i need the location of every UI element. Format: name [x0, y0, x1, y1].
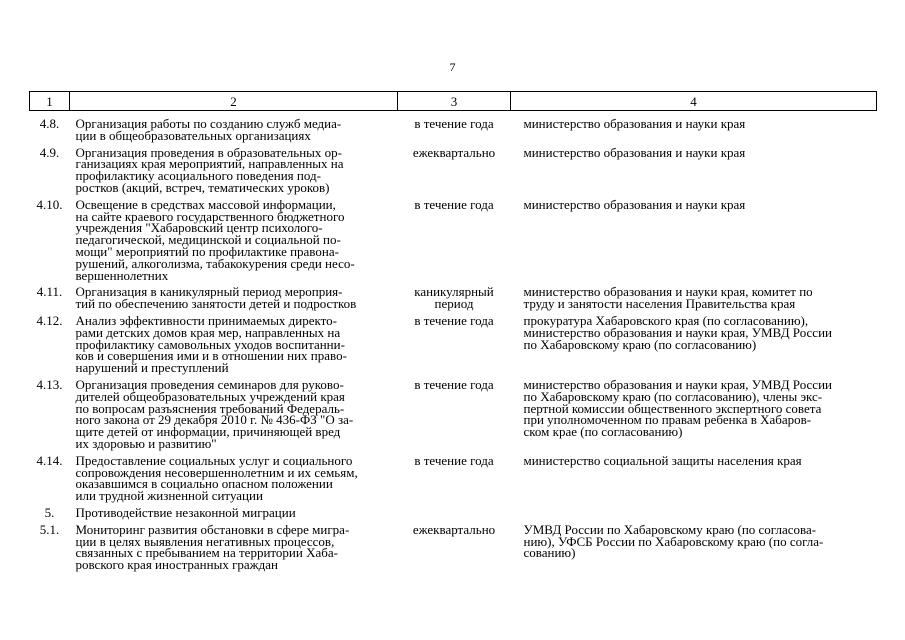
activity-responsible-line: министерство образования и науки края — [523, 196, 746, 212]
activity-responsible-line: ском крае (по согласованию) — [523, 424, 683, 440]
activity-responsible-line: по Хабаровскому краю (по согласованию), члены экс- — [523, 388, 823, 404]
activity-responsible-line: нию), УФСБ России по Хабаровскому краю (по согла- — [523, 533, 824, 549]
activity-responsible-line: УМВД России по Хабаровскому краю (по согласова- — [523, 521, 817, 537]
activity-term — [398, 286, 511, 315]
activity-name-line: связанных с пребыванием на территории Хаба- — [75, 545, 338, 561]
activity-name-line: Анализ эффективности принимаемых директо- — [75, 312, 338, 328]
table-row — [30, 147, 877, 199]
activity-name — [70, 312, 398, 379]
row-number: 4.9. — [39, 144, 60, 160]
activity-name-line: ков и совершения ими и в отношении них право- — [75, 348, 347, 364]
activity-name — [70, 286, 398, 315]
activity-name-line: на сайте краевого государственного бюджетного — [75, 208, 345, 224]
activity-name-line: ростков (акций, встреч, тематических уроков) — [75, 179, 330, 195]
activity-term — [398, 521, 511, 576]
activity-responsible-line: министерство образования и науки края — [523, 144, 746, 160]
activity-responsible-line: труду и занятости населения Правительства края — [523, 296, 796, 312]
activity-name-line: Организация проведения семинаров для руково- — [75, 376, 344, 392]
activity-responsible — [511, 196, 877, 287]
table-row — [30, 199, 877, 287]
row-number: 4.8. — [39, 116, 60, 131]
activity-name-line: оказавшимся в социально опасном положении — [75, 476, 333, 492]
activity-responsible-line: сованию) — [523, 545, 576, 561]
activity-name-line: нарушений и преступлений — [75, 360, 229, 376]
activity-name — [70, 376, 398, 455]
row-number: 5. — [44, 504, 55, 520]
activity-name-line: учреждения "Хабаровский центр психолого- — [75, 220, 323, 236]
table-row — [30, 111, 877, 147]
table-row — [30, 315, 877, 379]
row-number: 4.14. — [36, 452, 63, 468]
activity-name-line: тий по обеспечению занятости детей и подростков — [75, 296, 357, 312]
activity-responsible-line: пертной комиссии общественного экспертного совета — [523, 400, 822, 416]
activity-term-line: каникулярный — [414, 284, 494, 300]
table-body — [30, 111, 877, 576]
header-col-4: 4 — [511, 92, 877, 111]
activity-name-line: вершеннолетних — [75, 267, 169, 283]
activity-term-line: в течение года — [414, 196, 494, 212]
activity-name-line: дителей общеобразовательных учреждений края — [75, 388, 345, 404]
activity-responsible-line: прокуратура Хабаровского края (по согласованию), — [523, 312, 809, 328]
activity-name — [70, 144, 398, 199]
row-number: 4.11. — [36, 284, 63, 300]
activity-name-line: профилактику асоциального поведения под- — [75, 168, 321, 184]
activity-name-line: щите детей от информации, причиняющей вред — [75, 424, 341, 440]
table-row — [30, 286, 877, 315]
header-row — [30, 92, 877, 111]
activity-name-line: Организация работы по созданию служб медиа- — [75, 116, 342, 131]
activity-responsible — [511, 286, 877, 315]
activity-responsible — [511, 144, 877, 199]
activity-name-line: ровского края иностранных граждан — [75, 557, 279, 573]
activity-term-line: в течение года — [414, 376, 494, 392]
activity-responsible-line: при уполномоченном по правам ребенка в Хабаров- — [523, 412, 812, 428]
activity-name-line: по вопросам разъяснения требований Федераль- — [75, 400, 345, 416]
activity-name — [70, 196, 398, 287]
table-header — [30, 92, 877, 111]
activity-term — [398, 376, 511, 455]
activity-name-line: их здоровью и развитию" — [75, 435, 217, 451]
activity-term-line: ежеквартально — [412, 144, 496, 160]
header-col-3: 3 — [398, 92, 511, 111]
activity-name-line: Организация в каникулярный период мероприя- — [75, 284, 343, 300]
header-col-2: 2 — [70, 92, 398, 111]
activity-term-line: в течение года — [414, 312, 494, 328]
activity-name-line: профилактику самовольных уходов воспитанни- — [75, 336, 345, 352]
activity-term — [398, 312, 511, 379]
activity-name-line: Противодействие незаконной миграции — [75, 504, 296, 520]
activity-name-line: рами детских домов края мер, направленных на — [75, 324, 341, 340]
activity-name-line: рушений, алкоголизма, табакокурения среди несо- — [75, 255, 355, 271]
row-number: 4.10. — [36, 196, 63, 212]
activity-responsible-line: министерство образования и науки края, комитет по — [523, 284, 813, 300]
activity-name-line: сопровождения несовершеннолетним и их семьям, — [75, 464, 358, 480]
activity-responsible — [511, 452, 877, 507]
activity-name-line: Мониторинг развития обстановки в сфере мигра- — [75, 521, 350, 537]
activity-responsible-line: министерство образования и науки края, УМВД России — [523, 376, 832, 392]
activity-responsible — [511, 376, 877, 455]
activity-responsible — [511, 312, 877, 379]
activity-term — [398, 452, 511, 507]
activity-term-line: в течение года — [414, 452, 494, 468]
activity-responsible-line: министерство образования и науки края — [523, 116, 746, 131]
activity-term-line: период — [434, 296, 474, 312]
activity-name — [70, 521, 398, 576]
activity-name-line: ции в целях выявления негативных процессов, — [75, 533, 335, 549]
row-number: 4.12. — [36, 312, 63, 328]
activity-name-line: Организация проведения в образовательных ор- — [75, 144, 342, 160]
activity-name-line: ции в общеобразовательных организациях — [75, 127, 311, 143]
activity-name — [70, 452, 398, 507]
activity-name-line: ганизациях края мероприятий, направленных на — [75, 156, 344, 172]
header-col-1: 1 — [30, 92, 70, 111]
table-row — [30, 524, 877, 576]
activity-responsible — [511, 521, 877, 576]
activity-term-line: в течение года — [414, 116, 494, 131]
table-row — [30, 455, 877, 507]
activity-name-line: ного закона от 29 декабря 2010 г. № 436-ФЗ "О за- — [75, 412, 354, 428]
activity-name-line: Освещение в средствах массовой информации, — [75, 196, 336, 212]
activity-responsible-line: министерство социальной защиты населения края — [523, 452, 802, 468]
row-number: 4.13. — [36, 376, 63, 392]
activity-name-line: Предоставление социальных услуг и социального — [75, 452, 353, 468]
plan-table — [29, 91, 877, 576]
activity-term-line: ежеквартально — [412, 521, 496, 537]
activity-term — [398, 111, 511, 147]
activity-responsible — [511, 111, 877, 147]
activity-term — [398, 196, 511, 287]
activity-name — [70, 111, 398, 147]
activity-name-line: мощи" мероприятий по профилактике правона- — [75, 243, 339, 259]
activity-name-line: или трудной жизненной ситуации — [75, 488, 263, 504]
row-number: 5.1. — [39, 521, 60, 537]
activity-responsible-line: министерство образования и науки края, УМВД России — [523, 324, 832, 340]
page-number: 7 — [449, 60, 456, 74]
activity-name-line: педагогической, медицинской и социальной по- — [75, 232, 341, 248]
activity-term — [398, 144, 511, 199]
activity-responsible-line: по Хабаровскому краю (по согласованию) — [523, 336, 757, 352]
table-row — [30, 379, 877, 455]
